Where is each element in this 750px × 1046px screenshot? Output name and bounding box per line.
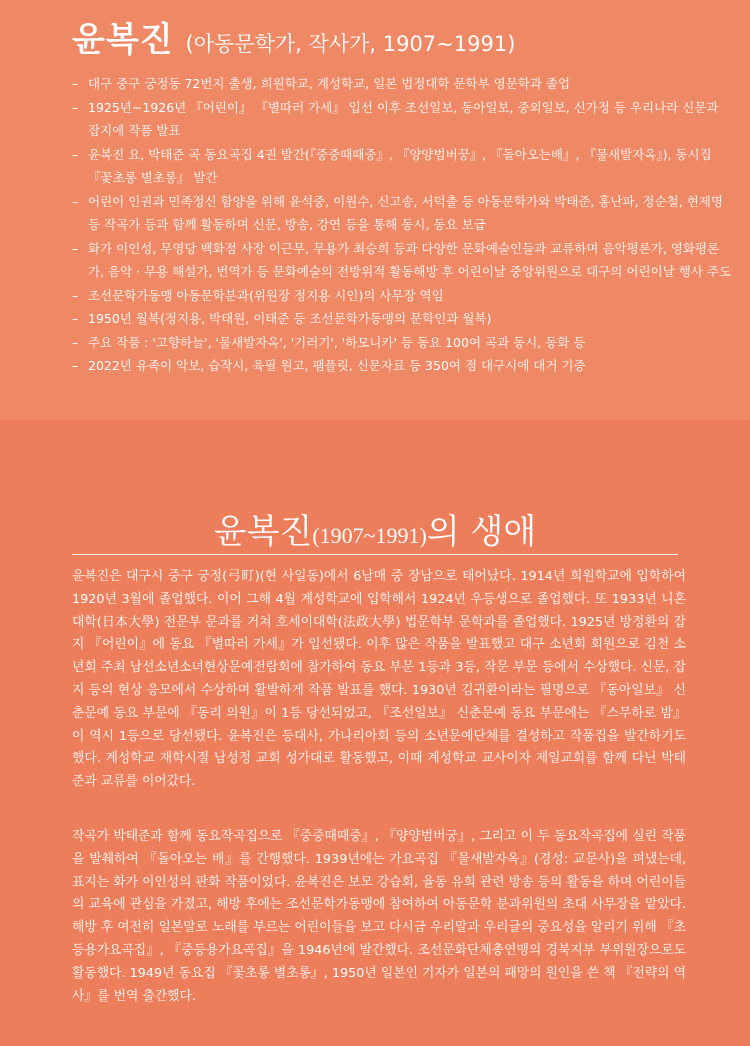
life-title xyxy=(0,504,750,553)
profile-section xyxy=(0,0,750,420)
title-divider xyxy=(72,554,678,555)
life-title-years: (1907~1991) xyxy=(312,523,427,548)
life-paragraph: 윤복진은 대구시 중구 궁정(弓町)(현 사일동)에서 6남매 중 장남으로 태어났다. 1914년 희원학교에 입학하여 1920년 3월에 졸업했다. 이어 그해 4월 계성학교에 입학해서 1924년 우등생으로 졸업했다. 또 1933년 니혼대학(日本大學) 전문부 문과를 거쳐 호세이대학(法政大學) 법문학부 문학과를 졸업했다. 1925년 방정환의 잡지 『어린이』에 동요 『별따러 가세』가 입선됐다. 이후 많은 작품을 발표했고 대구 소년회 회원으로 김천 소년회 주최 남선소년소녀현상문예전람회에 참가하여 동요 부문 1등과 3등, 작문 부문 등에서 수상했다. 신문, 잡지 등의 현상 응모에서 수상하며 활발하게 작품 발표를 했다. 1930년 김귀환이라는 필명으로 『동아일보』 신춘문예 동요 부문에 『동리 의원』이 1등 당선되었고, 『조선일보』 신춘문예 동요 부문에는 『스무하로 밤』이 역시 1등으로 당선됐다. 윤복진은 등대사, 가나리아회 등의 소년문예단체를 결성하고 작품집을 발간하기도 했다. 계성학교 재학시절 남성정 교회 성가대로 활동했고, 이때 계성학교 교사이자 제일교회를 함께 다닌 박태준과 교류를 이어갔다. xyxy=(72,569,686,790)
fact-item: – 대구 중구 궁정동 72번지 출생, 희원학교, 계성학교, 일본 법정대학 문학부 영문학과 졸업 xyxy=(72,72,732,96)
profile-heading xyxy=(72,12,515,61)
fact-item: – 어린이 인권과 민족정신 함양을 위해 윤석중, 이원수, 신고송, 서덕출 등 아동문학가와 박태준, 홍난파, 정순철, 현제명 등 작곡가 등과 함께 활동하며 신문, 방송, 강연 등을 통해 동시, 동요 보급 xyxy=(72,190,732,237)
fact-item: – 윤복진 요, 박태준 곡 동요곡집 4권 발간(『중중때때중』, 『양양범버꿍』, 『돌아오는배』, 『물새발자옥』), 동시집 『꽃초롱 별초롱』 발간 xyxy=(72,143,732,190)
fact-item: – 1950년 월북(정지용, 박태원, 이태준 등 조선문학가동맹의 문학인과 월북) xyxy=(72,307,732,331)
fact-item: – 조선문학가동맹 아동문학분과(위원장 정지용 시인)의 사무장 역임 xyxy=(72,284,732,308)
life-title-rest: 의 생애 xyxy=(426,512,537,552)
fact-item: – 화가 이인성, 무영당 백화점 사장 이근무, 무용가 최승희 등과 다양한 문화예술인들과 교류하며 음악평론가, 영화평론가, 음악 · 무용 해설가, 번역가 등 문화예술의 전방위적 활동해방 후 어린이날 중앙위원으로 대구의 어린이날 행사 주도 xyxy=(72,237,732,284)
fact-item: – 주요 작품 : '고향하늘', '물새발자옥', '기러기', '하모니카' 등 동요 100여 곡과 동시, 동화 등 xyxy=(72,331,732,355)
life-title-name: 윤복진 xyxy=(213,512,313,552)
profile-facts-list xyxy=(72,72,732,378)
fact-item: – 2022년 유족이 악보, 습작시, 육필 원고, 팸플릿, 신문자료 등 350여 점 대구시에 대거 기증 xyxy=(72,354,732,378)
life-paragraph: 작곡가 박태준과 함께 동요작곡집으로 『중중때때중』, 『양양범버궁』, 그리고 이 두 동요작곡집에 실린 작품을 발췌하여 『돌아오는 배』를 간행했다. 1939년에는 가요곡집 『물새발자옥』(경성: 교문사)을 펴냈는데, 표지는 화가 이인성의 판화 작품이었다. 윤복진은 보모 강습회, 율동 유희 관련 방송 등의 활동을 하며 어린이들의 교육에 관심을 가졌고, 해방 후에는 조선문학가동맹에 참여하여 아동문학 분과위원의 초대 사무장을 맡았다. 해방 후 여전히 일본말로 노래를 부르는 어린이들을 보고 다시금 우리말과 우리글의 중요성을 알리기 위해 『초등용가요곡집』, 『중등용가요곡집』을 1946년에 발간했다. 조선문화단체총연맹의 경북지부 부위원장으로도 활동했다. 1949년 동요집 『꽃초롱 별초롱』, 1950년 일본인 기자가 일본의 패망의 원인을 쓴 책 『전략의 역사』를 번역 출간했다. xyxy=(72,829,686,1004)
profile-name: 윤복진 xyxy=(72,20,174,60)
fact-item: – 1925년∼1926년 『어린이』 『별따러 가세』 입선 이후 조선일보, 동아일보, 중외일보, 신가정 등 우리나라 신문과 잡지에 작품 발표 xyxy=(72,96,732,143)
profile-subtitle: (아동문학가, 작사가, 1907∼1991) xyxy=(185,32,516,56)
